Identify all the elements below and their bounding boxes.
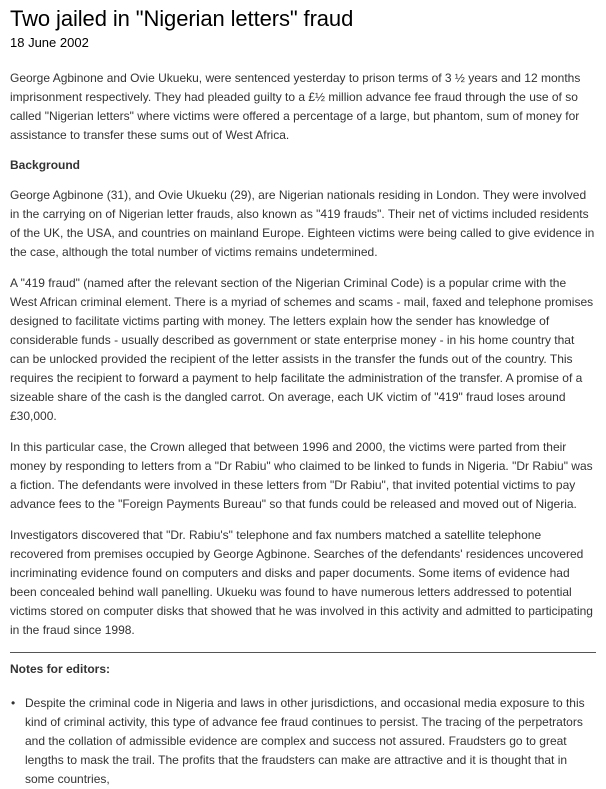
note-text: Despite the criminal code in Nigeria and laws in other jurisdictions, and occasional media exposure to this kind of criminal activity, this type of advance fee fraud continues to persist. The tracing of the perpetrators and the collation of admissible evidence are complex and success not assured. Fraudsters go to great lengths to mask the trail. The profits that the fraudsters can make are attractive and it is thought that in some countries, — [25, 696, 585, 786]
article-date: 18 June 2002 — [10, 35, 89, 50]
article-paragraph-1: George Agbinone (31), and Ovie Ukueku (29), are Nigerian nationals residing in London. They were involved in the carrying on of Nigerian letter frauds, also known as "419 frauds". Their net of victims included residents of the UK, the USA, and countries on mainland Europe. Eighteen victims were being called to give evidence in the case, although the total number of victims remains undetermined. — [10, 188, 595, 259]
article-paragraph-4: Investigators discovered that "Dr. Rabiu's" telephone and fax numbers matched a satellite telephone recovered from premises occupied by George Agbinone. Searches of the defendants' residences uncovered incriminating evidence found on computers and disks and paper documents. Some items of evidence had been concealed behind wall panelling. Ukueku was found to have numerous letters addressed to potential victims stored on computer disks that showed that he was involved in this activity and admitted to participating in the fraud since 1998. — [10, 528, 593, 637]
article-intro: George Agbinone and Ovie Ukueku, were sentenced yesterday to prison terms of 3 ½ years and 12 months imprisonment respectively. They had pleaded guilty to a £½ million advance fee fraud through the use of so called "Nigerian letters" where victims were offered a percentage of a large, but phantom, sum of money for assistance to transfer these sums out of West Africa. — [10, 71, 581, 142]
notes-list — [10, 694, 596, 789]
article-paragraph-2: A "419 fraud" (named after the relevant section of the Nigerian Criminal Code) is a popular crime with the West African criminal element. There is a myriad of schemes and scams - mail, faxed and telephone promises designed to facilitate victims parting with money. The letters explain how the sender has knowledge of considerable funds - usually described as government or state enterprise money - in his home country that can be unlocked provided the recipient of the letter assists in the transfer the funds out of the country. This requires the recipient to forward a payment to help facilitate the administration of the transfer. A promise of a sizeable share of the cash is the dangled carrot. On average, each UK victim of "419" fraud loses around £30,000. — [10, 276, 594, 423]
article-title: Two jailed in "Nigerian letters" fraud — [10, 6, 354, 31]
list-item — [11, 694, 596, 789]
bullet-icon: • — [11, 696, 16, 710]
article-paragraph-3: In this particular case, the Crown alleged that between 1996 and 2000, the victims were parted from their money by responding to letters from a "Dr Rabiu" who claimed to be linked to funds in Nigeria. "Dr Rabiu" was a fiction. The defendants were involved in these letters from "Dr Rabiu", that invited potential victims to pay advance fees to the "Foreign Payments Bureau" so that funds could be released and moved out of Nigeria. — [10, 440, 593, 511]
background-heading: Background — [10, 158, 81, 172]
section-divider — [10, 652, 596, 653]
notes-heading: Notes for editors: — [10, 662, 111, 676]
